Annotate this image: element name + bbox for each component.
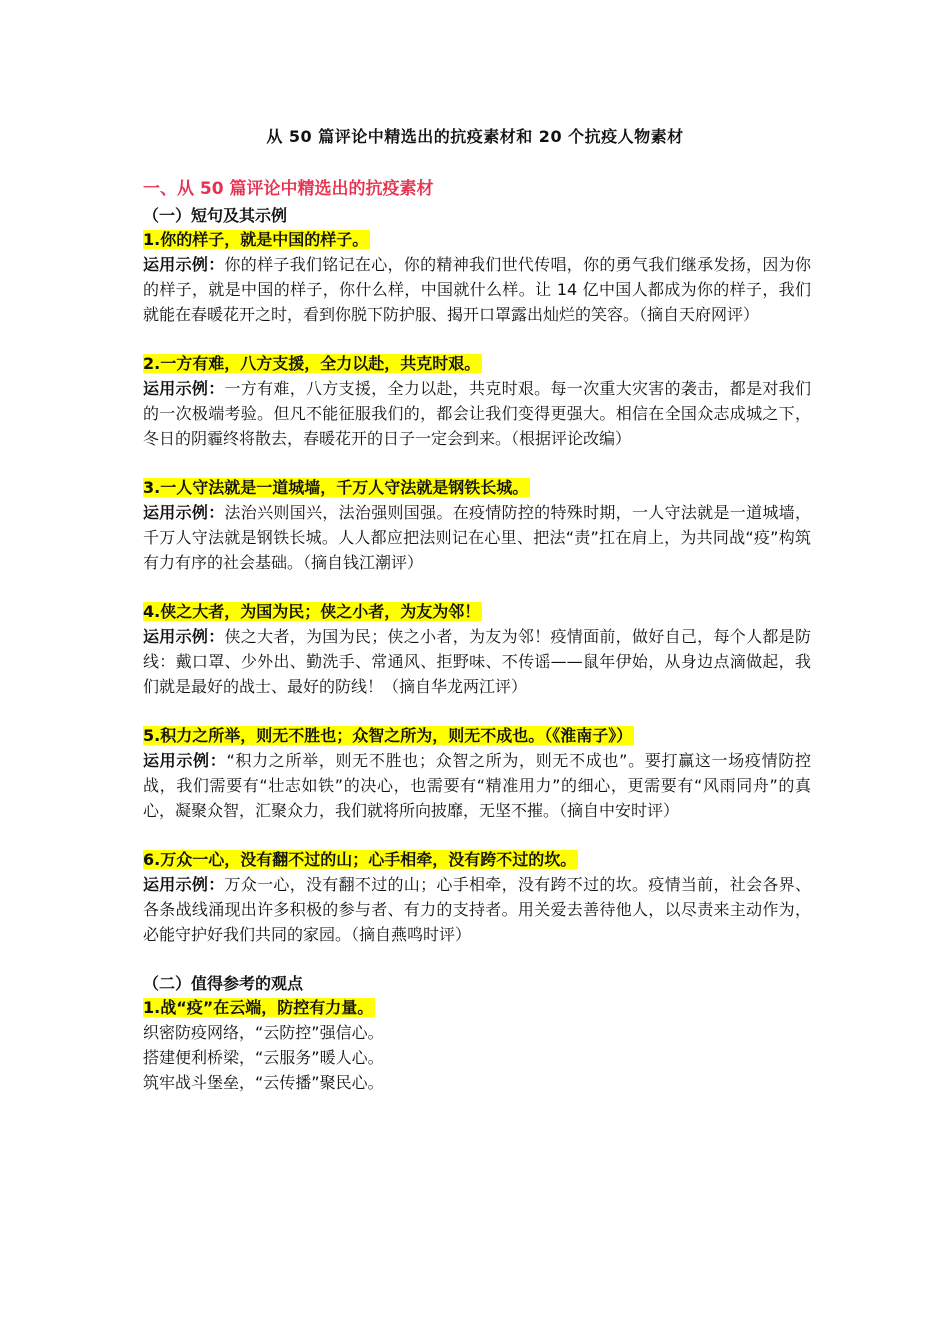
list-item xyxy=(143,724,811,823)
subsection-heading-short-sentences: （一）短句及其示例 xyxy=(143,206,288,225)
example-paragraph xyxy=(143,252,811,327)
example-text: 你的样子我们铭记在心，你的精神我们世代传唱，你的勇气我们继承发扬，因为你的样子，就是中国的样子，你什么样，中国就什么样。让 14 亿中国人都成为你的样子，我们就能在春暖花开之时，看到你脱下防护服、揭开口罩露出灿烂的笑容。（摘自天府网评） xyxy=(143,255,811,324)
list-item xyxy=(143,228,811,327)
example-text: 侠之大者，为国为民；侠之小者，为友为邻！疫情面前，做好自己，每个人都是防线：戴口罩、少外出、勤洗手、常通风、拒野味、不传谣——鼠年伊始，从身边点滴做起，我们就是最好的战士、最好的防线！（摘自华龙两江评） xyxy=(143,627,811,696)
viewpoint-line: 搭建便利桥梁，“云服务”暖人心。 xyxy=(143,1048,384,1067)
highlighted-quote: 3.一人守法就是一道城墙，千万人守法就是钢铁长城。 xyxy=(143,478,529,497)
example-label: 运用示例： xyxy=(143,627,225,646)
document-title: 从 50 篇评论中精选出的抗疫素材和 20 个抗疫人物素材 xyxy=(266,127,684,146)
example-text: 万众一心，没有翻不过的山；心手相牵，没有跨不过的坎。疫情当前，社会各界、各条战线涌现出许多积极的参与者、有力的支持者。用关爱去善待他人，以尽责来主动作为，必能守护好我们共同的家园。（摘自燕鸣时评） xyxy=(143,875,811,944)
example-paragraph xyxy=(143,376,811,451)
example-label: 运用示例： xyxy=(143,379,225,398)
example-text: “积力之所举，则无不胜也；众智之所为，则无不成也”。要打赢这一场疫情防控战，我们需要有“壮志如铁”的决心，也需要有“精准用力”的细心，更需要有“风雨同舟”的真心，凝聚众智，汇聚众力，我们就将所向披靡，无坚不摧。（摘自中安时评） xyxy=(143,751,811,820)
viewpoint-line: 筑牢战斗堡垒，“云传播”聚民心。 xyxy=(143,1073,384,1092)
example-paragraph xyxy=(143,872,811,947)
example-paragraph xyxy=(143,748,811,823)
example-label: 运用示例： xyxy=(143,503,225,522)
example-text: 法治兴则国兴，法治强则国强。在疫情防控的特殊时期，一人守法就是一道城墙，千万人守法就是钢铁长城。人人都应把法则记在心里、把法“责”扛在肩上，为共同战“疫”构筑有力有序的社会基础。（摘自钱江潮评） xyxy=(143,503,811,572)
list-item xyxy=(143,996,811,1095)
example-label: 运用示例： xyxy=(143,751,227,770)
document-body xyxy=(143,178,811,1095)
highlighted-quote: 1.战“疫”在云端，防控有力量。 xyxy=(143,998,374,1017)
example-label: 运用示例： xyxy=(143,875,225,894)
example-text: 一方有难，八方支援，全力以赴，共克时艰。每一次重大灾害的袭击，都是对我们的一次极端考验。但凡不能征服我们的，都会让我们变得更强大。相信在全国众志成城之下，冬日的阴霾终将散去，春暖花开的日子一定会到来。（根据评论改编） xyxy=(143,379,811,448)
example-label: 运用示例： xyxy=(143,255,225,274)
section-heading: 一、从 50 篇评论中精选出的抗疫素材 xyxy=(143,179,434,199)
list-item xyxy=(143,848,811,947)
example-paragraph xyxy=(143,500,811,575)
highlighted-quote: 5.积力之所举，则无不胜也；众智之所为，则无不成也。（《淮南子》） xyxy=(143,726,633,745)
list-item xyxy=(143,600,811,699)
list-item xyxy=(143,476,811,575)
list-item xyxy=(143,352,811,451)
viewpoint-line: 织密防疫网络，“云防控”强信心。 xyxy=(143,1023,384,1042)
example-paragraph xyxy=(143,624,811,699)
highlighted-quote: 6.万众一心，没有翻不过的山；心手相牵，没有跨不过的坎。 xyxy=(143,850,577,869)
subsection-heading-viewpoints: （二）值得参考的观点 xyxy=(143,974,304,993)
highlighted-quote: 2.一方有难，八方支援，全力以赴，共克时艰。 xyxy=(143,354,481,373)
highlighted-quote: 4.侠之大者，为国为民；侠之小者，为友为邻！ xyxy=(143,602,481,621)
highlighted-quote: 1.你的样子，就是中国的样子。 xyxy=(143,230,369,249)
